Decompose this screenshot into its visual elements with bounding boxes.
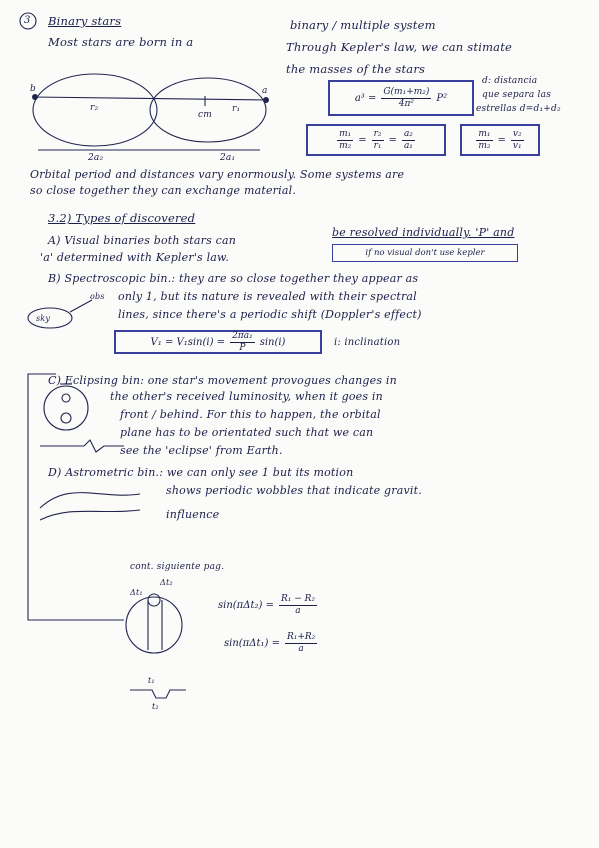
rv-num: 2πa₁	[232, 330, 253, 341]
orbit-label-a: a	[262, 86, 268, 96]
ratio1-a-den: m₂	[339, 140, 352, 151]
orbital-note-2: so close together they can exchange material.	[30, 184, 297, 197]
spectro-obs-line	[70, 300, 92, 312]
ratio2-a-den: m₂	[478, 140, 491, 151]
sin2-fraction	[285, 632, 317, 655]
kepler-tail: P²	[436, 92, 448, 104]
sin2-den: a	[298, 644, 304, 654]
rv-tail: sin(i)	[259, 336, 286, 348]
sin-eq-2	[224, 632, 319, 655]
sin1-fraction	[279, 594, 317, 617]
rv-lhs: V₁ = V₁sin(i) =	[150, 336, 226, 348]
distance-note-3: estrellas d=d₁+d₂	[476, 104, 561, 114]
type-a-line-1a: A) Visual binaries both stars can	[48, 234, 237, 247]
kepler-lhs: a³ =	[354, 92, 377, 104]
type-d-line-3: influence	[166, 508, 220, 521]
star-a-dot	[263, 97, 269, 103]
distance-note-1: d: distancia	[482, 76, 538, 86]
ratio2-a-num: m₁	[478, 128, 491, 139]
continuation-lightcurve	[130, 690, 186, 698]
rv-fraction	[230, 331, 255, 354]
inclination-note: i: inclination	[334, 337, 401, 348]
type-c-line-1: C) Eclipsing bin: one star's movement provogues changes in	[48, 374, 397, 387]
sin-eq-1	[218, 594, 319, 617]
type-b-line-3: lines, since there's a periodic shift (Doppler's effect)	[118, 308, 422, 321]
type-b-line-1: B) Spectroscopic bin.: they are so close together they appear as	[48, 272, 419, 285]
continuation-star-small	[148, 594, 160, 606]
distance-note-2: que separa las	[482, 90, 552, 100]
sin1-den: a	[295, 606, 301, 616]
intro-line-1a: Most stars are born in a	[48, 35, 194, 49]
ratio1-c-num: a₂	[403, 128, 413, 139]
mass-ratio-box-1	[306, 124, 446, 156]
type-c-line-5: see the 'eclipse' from Earth.	[120, 444, 283, 457]
kepler-formula-box	[328, 80, 474, 116]
ratio1-c-den: a₁	[403, 140, 413, 151]
kepler-num: G(m₁+m₂)	[383, 86, 430, 97]
astrometric-path-2	[40, 510, 140, 520]
intro-line-3: the masses of the stars	[286, 62, 426, 76]
continuation-dt1-label: Δt₁	[130, 588, 143, 597]
type-a-line-1b: be resolved individually. 'P' and	[332, 226, 515, 239]
ratio2-frac-b	[511, 129, 524, 152]
type-d-line-1: D) Astrometric bin.: we can only see 1 but its motion	[48, 466, 354, 479]
ratio1-a-num: m₁	[339, 128, 352, 139]
bracket-connector	[28, 374, 124, 620]
ratio1-frac-b	[372, 129, 384, 152]
orbit-label-r1: r₁	[232, 104, 241, 114]
type-d-line-2: shows periodic wobbles that indicate gravit.	[166, 484, 422, 497]
type-c-line-2: the other's received luminosity, when it goes in	[110, 390, 383, 403]
kepler-fraction	[381, 87, 431, 110]
ratio1-b-den: r₁	[373, 140, 382, 151]
continuation-note: cont. siguiente pag.	[130, 562, 225, 572]
type-a-line-2: 'a' determined with Kepler's law.	[40, 251, 230, 264]
orbit-label-r2: r₂	[90, 103, 99, 113]
type-c-line-4: plane has to be orientated such that we can	[120, 426, 374, 439]
section-number: 3	[24, 15, 31, 26]
orbit-label-b: b	[30, 84, 36, 94]
astrometric-path-1	[40, 493, 140, 508]
radial-velocity-formula-box	[114, 330, 322, 354]
kepler-den: 4π²	[398, 98, 414, 109]
eclipse-lightcurve	[40, 440, 124, 452]
orbital-note-1: Orbital period and distances vary enormously. Some systems are	[30, 168, 405, 181]
orbit-label-2a1: 2a₁	[220, 153, 236, 163]
ratio1-eq-2: =	[388, 134, 397, 146]
eclipse-star-2	[61, 413, 71, 423]
ratio1-eq-1: =	[358, 134, 367, 146]
spectro-sky-label: sky	[36, 314, 51, 323]
ratio1-b-num: r₂	[373, 128, 382, 139]
continuation-orbit-circle	[126, 597, 182, 653]
continuation-t2-label: t₂	[152, 702, 159, 711]
eclipse-star-1	[62, 394, 70, 402]
sin2-num: R₁+R₂	[286, 632, 316, 642]
ratio2-b-den: v₁	[512, 140, 522, 151]
continuation-dt2-label: Δt₂	[160, 578, 173, 587]
type-c-line-3: front / behind. For this to happen, the orbital	[120, 408, 381, 421]
intro-line-2: Through Kepler's law, we can stimate	[286, 40, 513, 54]
intro-line-1b: binary / multiple system	[290, 18, 436, 32]
rv-den: P	[239, 342, 246, 353]
mass-ratio-box-2	[460, 124, 540, 156]
spectro-obs-label: obs	[90, 292, 105, 301]
ratio1-frac-a	[337, 129, 353, 152]
sin2-lhs: sin(πΔt₁) =	[224, 638, 280, 649]
sin1-num: R₁ − R₂	[280, 594, 315, 604]
type-b-line-2: only 1, but its nature is revealed with their spectral	[118, 290, 417, 303]
ratio1-frac-c	[402, 129, 415, 152]
type-a-note-box: if no visual don't use kepler	[332, 244, 518, 262]
ratio2-frac-a	[476, 129, 492, 152]
section-title: Binary stars	[48, 14, 122, 28]
continuation-t1-label: t₁	[148, 676, 155, 685]
sin1-lhs: sin(πΔt₂) =	[218, 600, 274, 611]
orbit-label-cm: cm	[198, 110, 212, 120]
orbit-label-2a2: 2a₂	[88, 153, 104, 163]
orbit-axis-line	[33, 97, 268, 100]
ratio2-eq: =	[497, 134, 506, 146]
ratio2-b-num: v₂	[512, 128, 522, 139]
types-heading: 3.2) Types of discovered	[48, 211, 196, 225]
